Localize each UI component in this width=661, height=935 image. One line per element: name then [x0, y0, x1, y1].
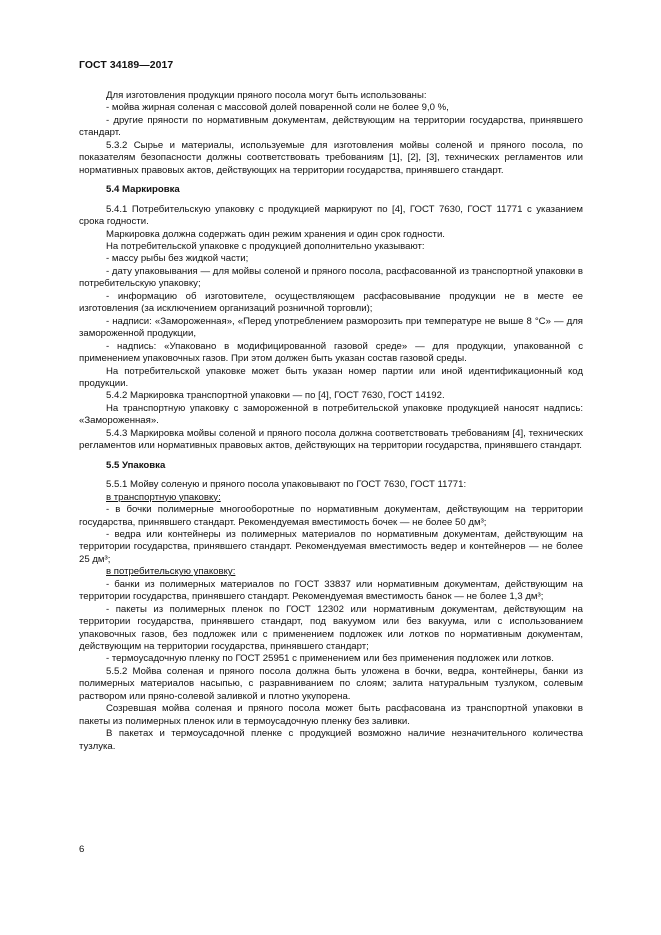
list-item: - другие пряности по нормативным документам, действующим на территории государства, принявшего стандарт. — [79, 114, 583, 139]
paragraph: 5.4.2 Маркировка транспортной упаковки — по [4], ГОСТ 7630, ГОСТ 14192. — [106, 390, 445, 402]
paragraph: В пакетах и термоусадочной пленке с продукцией возможно наличие незначительного количества тузлука. — [79, 728, 583, 752]
paragraph: На потребительской упаковке с продукцией дополнительно указывают: — [106, 240, 425, 252]
list-item: - банки из полимерных материалов по ГОСТ 33837 или нормативным документам, действующим на территории государства, принявшего стандарт. Рекомендуемая вместимость банок — не более 1,3 дм³; — [79, 578, 583, 603]
paragraph: Маркировка должна содержать один режим хранения и один срок годности. — [106, 228, 445, 240]
list-item: - мойва жирная соленая с массовой долей поваренной соли не более 9,0 %, — [106, 102, 449, 114]
paragraph: 5.3.2 Сырье и материалы, используемые для изготовления мойвы соленой и пряного посола, по показателям безопасности должны соответствовать требованиям [1], [2], [3], технических регламентов или нормативных правовых актов, действующих на территории государства, принявшего стандарт. — [79, 139, 583, 176]
section-heading-packaging: 5.5 Упаковка — [106, 459, 166, 471]
list-item: - ведра или контейнеры из полимерных материалов по нормативным документам, действующим на территории государства, принявшего стандарт. Рекомендуемая вместимость ведер и контейнеров — не более 25 дм³; — [79, 528, 583, 565]
list-item: - массу рыбы без жидкой части; — [106, 253, 249, 265]
paragraph: 5.4.3 Маркировка мойвы соленой и пряного посола должна соответствовать требованиям [4], технических регламентов или нормативных правовых актов, действующих на территории государства, принявшего стандарт. — [79, 427, 583, 452]
paragraph: На транспортную упаковку с замороженной в потребительской упаковке продукцией наносят надпись: «Замороженная». — [79, 402, 583, 427]
list-item: - термоусадочную пленку по ГОСТ 25951 с применением или без применения подложек или лотков. — [106, 653, 554, 665]
underlined-label: в потребительскую упаковку: — [106, 566, 236, 578]
list-item: - дату упаковывания — для мойвы соленой и пряного посола, расфасованной из транспортной упаковки в потребительскую упаковку; — [79, 265, 583, 290]
paragraph: 5.5.1 Мойву соленую и пряного посола упаковывают по ГОСТ 7630, ГОСТ 11771: — [106, 479, 467, 491]
underlined-label: в транспортную упаковку: — [106, 491, 221, 503]
subheading-transport — [79, 492, 583, 504]
document-body — [79, 90, 583, 753]
paragraph: На потребительской упаковке может быть указан номер партии или иной идентификационный код продукции. — [79, 365, 583, 389]
list-item: - надпись: «Упаковано в модифицированной газовой среде» — для продукции, упакованной с применением упаковочных газов. При этом должен быть указан состав газовой среды. — [79, 340, 583, 365]
paragraph: Для изготовления продукции пряного посола могут быть использованы: — [106, 90, 427, 101]
list-item: - надписи: «Замороженная», «Перед употреблением разморозить при температуре не выше 8 °С» — для замороженной продукции, — [79, 315, 583, 340]
paragraph: Созревшая мойва соленая и пряного посола может быть расфасована из транспортной упаковки в пакеты из полимерных пленок или в термоусадочную пленку без заливки. — [79, 703, 583, 727]
list-item: - в бочки полимерные многооборотные по нормативным документам, действующим на территории государства, принявшего стандарт. Рекомендуемая вместимость бочек — не более 50 дм³; — [79, 504, 583, 528]
page-number: 6 — [79, 844, 85, 855]
list-item: - пакеты из полимерных пленок по ГОСТ 12302 или нормативным документам, действующим на территории государства, принявшего стандарт, под вакуумом или без вакуума, или с использованием упаковочных газов, без подложек или с применением подложек или лотков по нормативным документам, действующим на территории государства, принявшего стандарт; — [79, 603, 583, 653]
paragraph: 5.5.2 Мойва соленая и пряного посола должна быть уложена в бочки, ведра, контейнеры, банки из полимерных материалов насыпью, с разравниванием по слоям; залита натуральным тузлуком, солевым раствором или пряно-солевой заливкой и плотно укупорена. — [79, 665, 583, 702]
list-item: - информацию об изготовителе, осуществляющем расфасовывание продукции не в месте ее изготовления (за исключением организаций розничной торговли); — [79, 290, 583, 315]
document-header: ГОСТ 34189—2017 — [79, 60, 174, 71]
subheading-consumer — [79, 566, 583, 578]
paragraph: 5.4.1 Потребительскую упаковку с продукцией маркируют по [4], ГОСТ 7630, ГОСТ 11771 с указанием срока годности. — [79, 203, 583, 228]
section-heading-marking: 5.4 Маркировка — [106, 184, 180, 196]
